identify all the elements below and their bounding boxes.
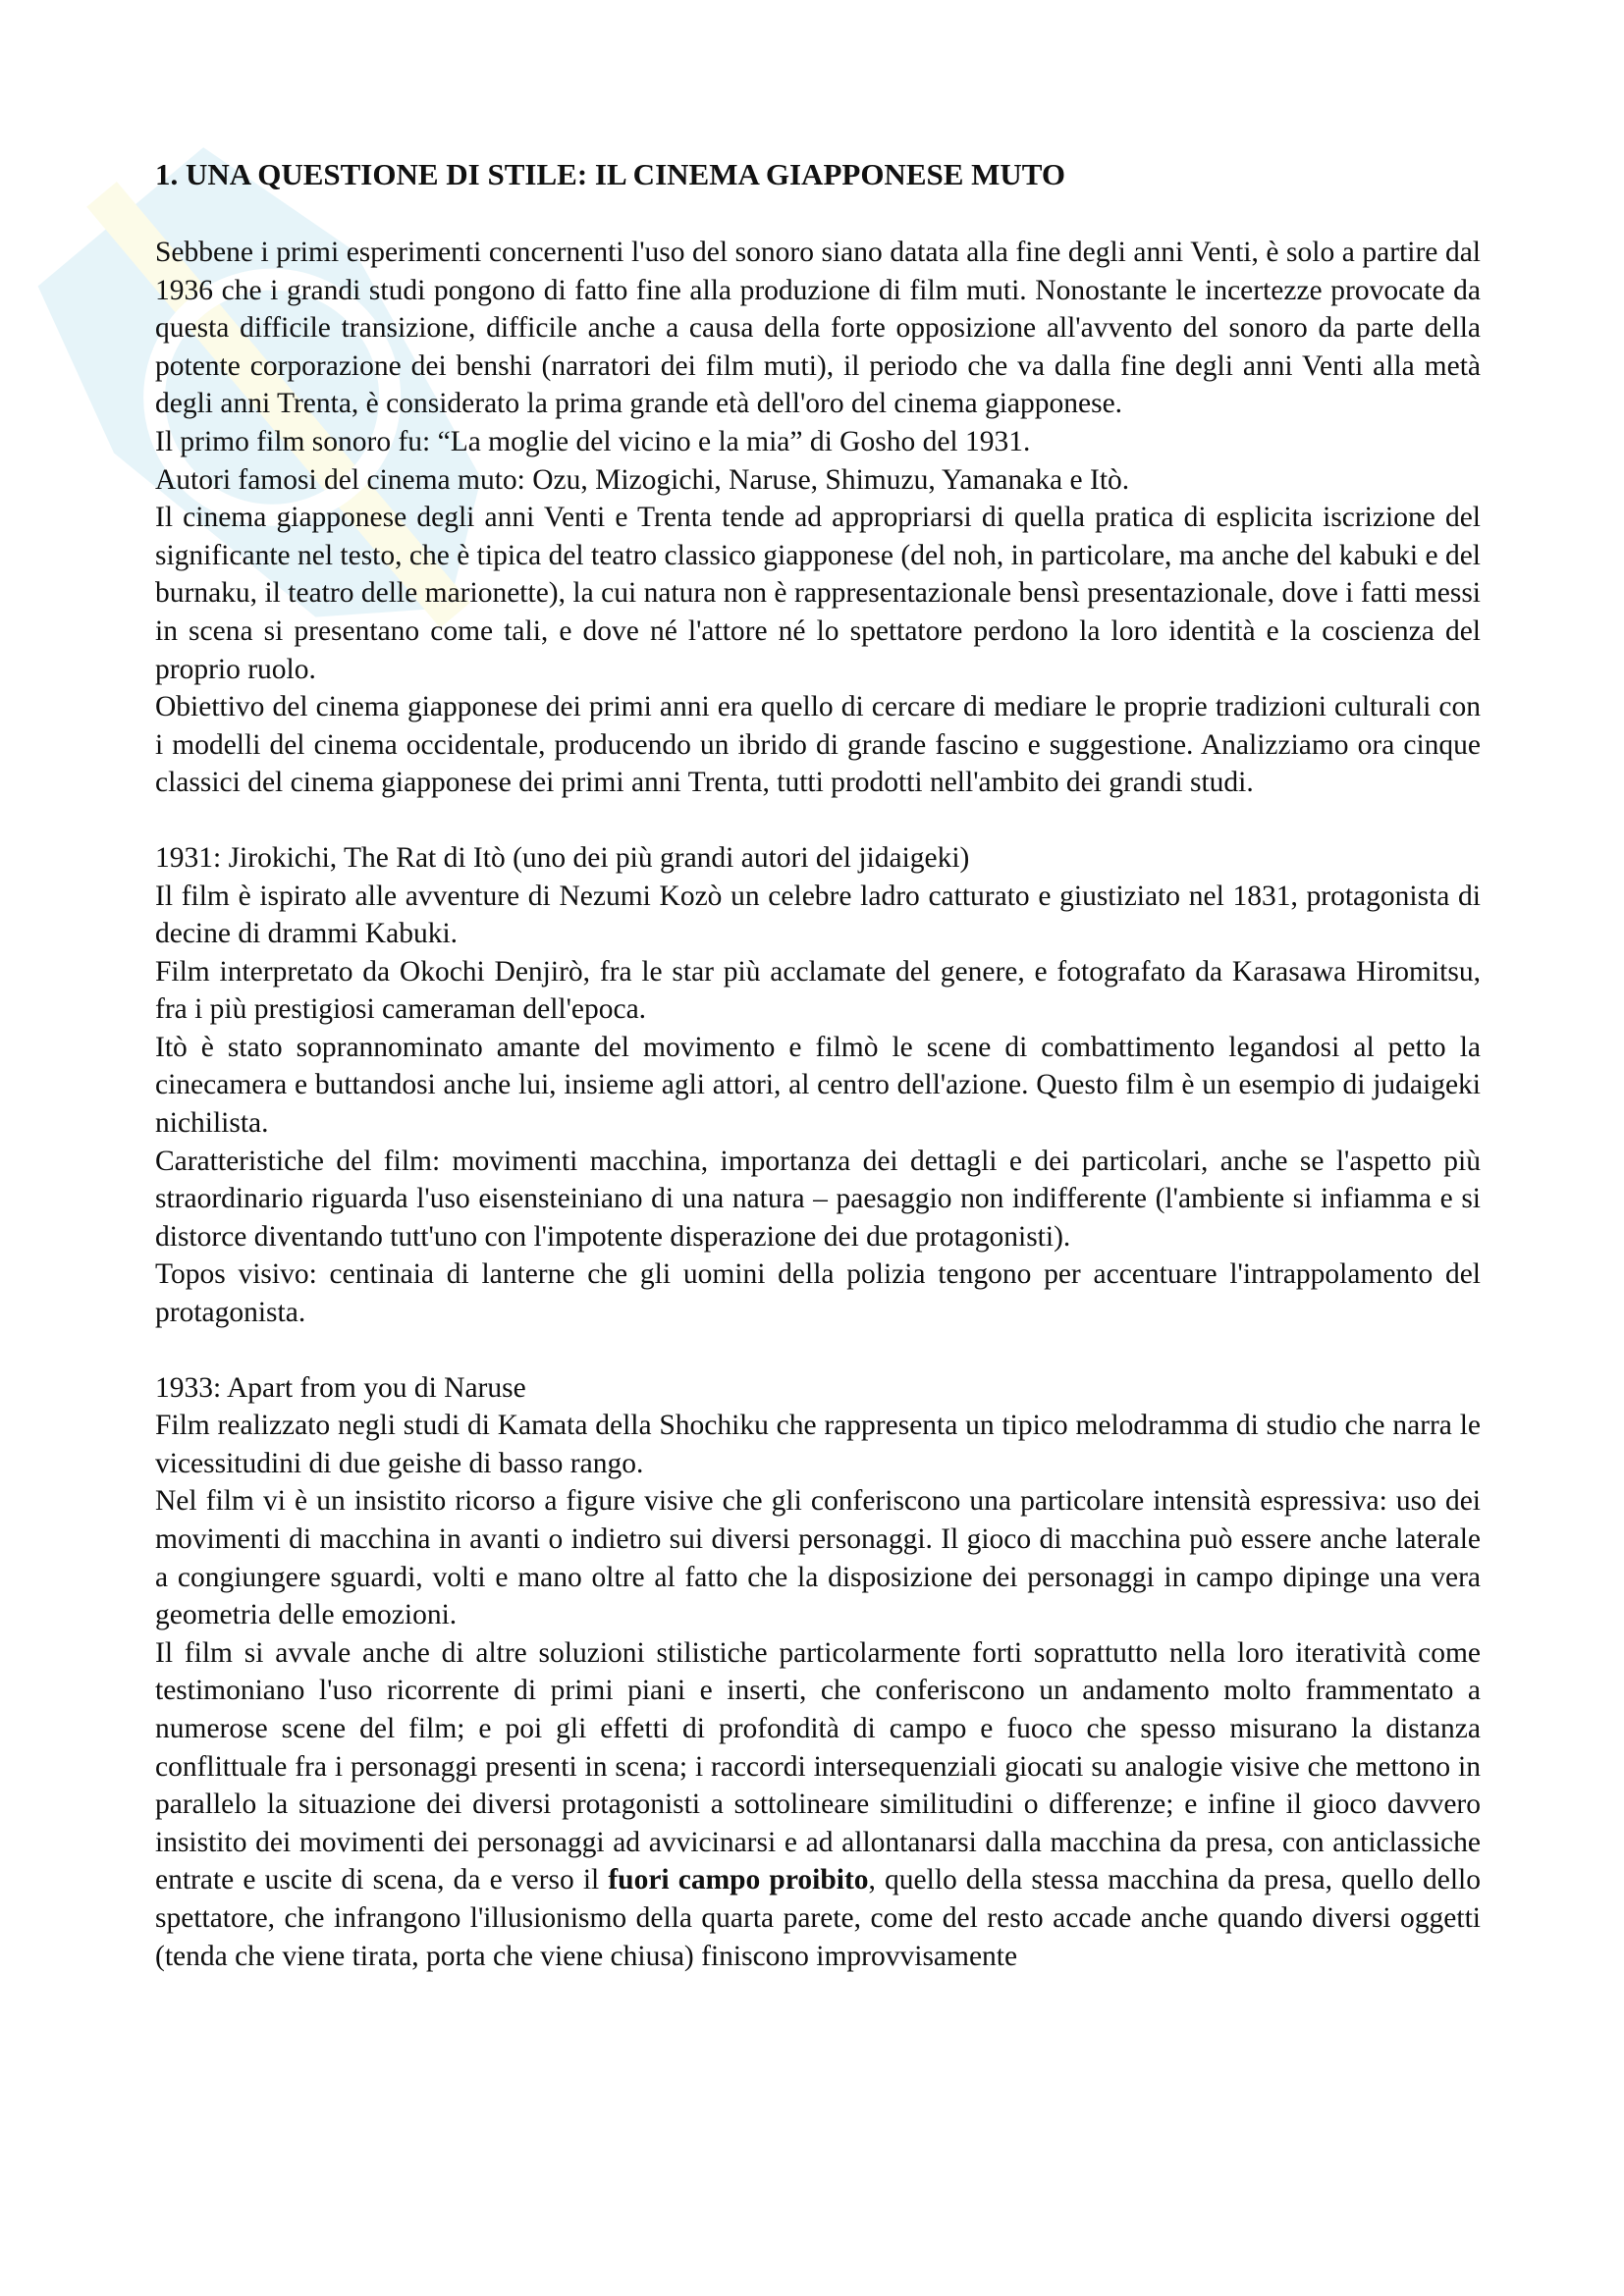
section-apart-from-you bbox=[155, 1369, 1481, 1976]
section-jirokichi bbox=[155, 839, 1481, 1332]
bold-emphasis: fuori campo proibito bbox=[608, 1864, 869, 1896]
section-heading: 1931: Jirokichi, The Rat di Itò (uno dei più grandi autori del jidaigeki) bbox=[155, 841, 970, 874]
intro-paragraph: Sebbene i primi esperimenti concernenti l'uso del sonoro siano datata alla fine degli anni Venti, è solo a partire dal 1936 che i grandi studi pongono di fatto fine alla produzione di film muti. Nonostante le incertezze provocate da questa difficile transizione, difficile anche a causa della forte opposizione all'avvento del sonoro da parte della potente corporazione dei benshi (narratori dei film muti), il periodo che va dalla fine degli anni Venti alla metà degli anni Trenta, è considerato la prima grande età dell'oro del cinema giapponese. bbox=[155, 237, 1481, 420]
intro-section bbox=[155, 234, 1481, 802]
intro-paragraph: Il cinema giapponese degli anni Venti e Trenta tende ad appropriarsi di quella pratica di esplicita iscrizione del significante nel testo, che è tipica del teatro classico giapponese (del noh, in particolare, ma anche del kabuki e del burnaku, il teatro delle marionette), la cui natura non è rappresentazionale bensì presentazionale, dove i fatti messi in scena si presentano come tali, e dove né l'attore né lo spettatore perdono la loro identità e la coscienza del proprio ruolo. bbox=[155, 502, 1481, 685]
section-paragraph: Il film è ispirato alle avventure di Nezumi Kozò un celebre ladro catturato e giustiziato nel 1831, protagonista di decine di drammi Kabuki. bbox=[155, 880, 1481, 950]
section-heading: 1933: Apart from you di Naruse bbox=[155, 1371, 526, 1404]
intro-paragraph: Il primo film sonoro fu: “La moglie del vicino e la mia” di Gosho del 1931. bbox=[155, 425, 1031, 457]
section-paragraph: Film realizzato negli studi di Kamata della Shochiku che rappresenta un tipico melodramma di studio che narra le vicessitudini di due geishe di basso rango. bbox=[155, 1410, 1481, 1479]
section-paragraph: Topos visivo: centinaia di lanterne che gli uomini della polizia tengono per accentuare l'intrappolamento del protagonista. bbox=[155, 1258, 1481, 1329]
section-paragraph: Nel film vi è un insistito ricorso a figure visive che gli conferiscono una particolare intensità espressiva: uso dei movimenti di macchina in avanti o indietro sui diversi personaggi. Il gioco di macchina può essere anche laterale a congiungere sguardi, volti e mano oltre al fatto che la disposizione dei personaggi in campo dipinge una vera geometria delle emozioni. bbox=[155, 1485, 1481, 1631]
intro-paragraph: Obiettivo del cinema giapponese dei primi anni era quello di cercare di mediare le proprie tradizioni culturali con i modelli del cinema occidentale, producendo un ibrido di grande fascino e suggestione. Analizziamo ora cinque classici del cinema giapponese dei primi anni Trenta, tutti prodotti nell'ambito dei grandi studi. bbox=[155, 691, 1481, 799]
section-paragraph: Caratteristiche del film: movimenti macchina, importanza dei dettagli e dei particolari, anche se l'aspetto più straordinario riguarda l'uso eisensteiniano di una natura – paesaggio non indifferente (l'ambiente si infiamma e si distorce diventando tutt'uno con l'impotente disperazione dei due protagonisti). bbox=[155, 1145, 1481, 1253]
document-page bbox=[155, 155, 1481, 2012]
paragraph-text: Il film si avvale anche di altre soluzioni stilistiche particolarmente forti soprattutto nella loro iteratività come testimoniano l'uso ricorrente di primi piani e inserti, che conferiscono un andamento molto frammentato a numerose scene del film; e poi gli effetti di profondità di campo e fuoco che spesso misurano la distanza conflittuale fra i personaggi presenti in scena; i raccordi intersequenziali giocati su analogie visive che mettono in parallelo la situazione dei diversi protagonisti a sottolineare similitudini o differenze; e infine il gioco davvero insistito dei movimenti dei personaggi ad avvicinarsi e ad allontanarsi dalla macchina da presa, con anticlassiche entrate e uscite di scena, da e verso il bbox=[155, 1636, 1481, 1896]
document-title: 1. UNA QUESTIONE DI STILE: IL CINEMA GIAPPONESE MUTO bbox=[155, 157, 1066, 191]
paragraph-text: , quello della stessa macchina da presa, quello dello spettatore, che infrangono l'illusionismo della quarta parete, come del resto accade anche quando diversi oggetti (tenda che viene tirata, porta che viene chiusa) finiscono improvvisamente bbox=[155, 1864, 1481, 1972]
section-paragraph-with-emphasis bbox=[155, 1634, 1481, 1975]
intro-paragraph: Autori famosi del cinema muto: Ozu, Mizogichi, Naruse, Shimuzu, Yamanaka e Itò. bbox=[155, 463, 1130, 496]
section-paragraph: Film interpretato da Okochi Denjirò, fra le star più acclamate del genere, e fotografato da Karasawa Hiromitsu, fra i più prestigiosi cameraman dell'epoca. bbox=[155, 955, 1481, 1026]
section-paragraph: Itò è stato soprannominato amante del movimento e filmò le scene di combattimento legandosi al petto la cinecamera e buttandosi anche lui, insieme agli attori, al centro dell'azione. Questo film è un esempio di judaigeki nichilista. bbox=[155, 1031, 1481, 1140]
